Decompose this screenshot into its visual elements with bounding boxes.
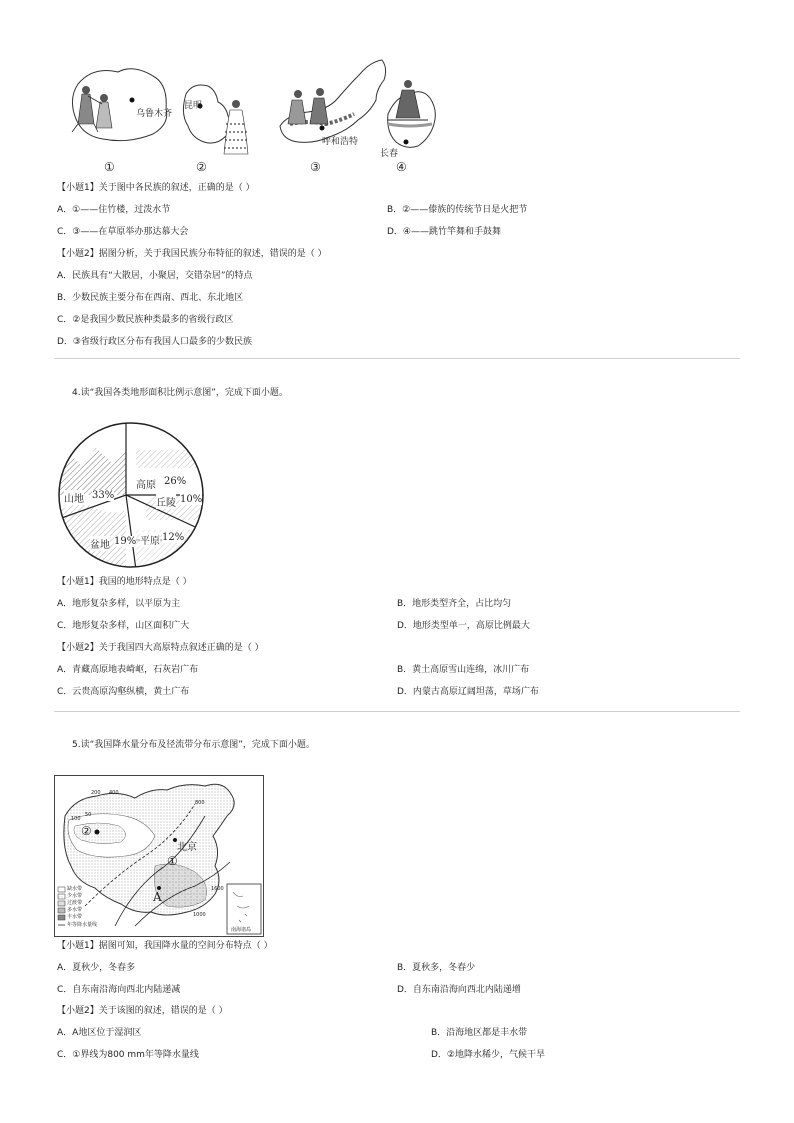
isohyet-label-50: 50 — [85, 812, 92, 818]
pie-label-basin: 盆地 — [90, 536, 110, 551]
q5-precip-map — [54, 775, 264, 937]
pie-label-plateau: 高原 — [136, 476, 156, 491]
pie-value-hill: 10% — [180, 494, 203, 505]
legend-item-4: 多水带 — [67, 907, 83, 913]
pie-value-plateau: 26% — [164, 476, 187, 487]
q3-sub2-option-c[interactable]: C．②是我国少数民族种类最多的省级行政区 — [57, 315, 234, 325]
map-jilin — [388, 80, 436, 147]
map-label-kunming: 昆明 — [184, 101, 203, 111]
map-inner-mongolia — [280, 60, 386, 142]
q4-terrain-pie — [56, 420, 206, 570]
isohyet-label-800: 800 — [195, 800, 205, 806]
q5-sub1-option-b[interactable]: B．夏秋多，冬春少 — [397, 963, 476, 973]
q4-sub1-option-d[interactable]: D．地形类型单一，高原比例最大 — [397, 621, 530, 631]
q3-sub2-option-a[interactable]: A．民族具有“大散居，小聚居，交错杂居”的特点 — [57, 271, 253, 281]
map-point-1: ① — [167, 854, 178, 868]
legend-item-1: 缺水带 — [67, 886, 83, 892]
isohyet-label-1600: 1600 — [211, 886, 224, 892]
q4-sub1-option-c[interactable]: C．地形复杂多样，山区面积广大 — [57, 621, 190, 631]
pie-value-plain: 12% — [162, 532, 185, 543]
q5-sub2-option-b[interactable]: B．沿海地区都是丰水带 — [431, 1028, 528, 1038]
pie-label-mountain: 山地 — [64, 490, 84, 505]
map-point-2: ② — [81, 824, 92, 838]
q3-sub1-stem: 【小题1】关于图中各民族的叙述，正确的是（ ） — [57, 183, 255, 193]
isohyet-label-200: 200 — [91, 790, 101, 796]
map-point-a: A — [153, 890, 162, 904]
legend-item-3: 过渡带 — [67, 900, 83, 906]
legend-item-6: 年等降水量线 — [67, 922, 98, 928]
map-label-changchun: 长春 — [380, 149, 399, 159]
q3-sub2-option-b[interactable]: B．少数民族主要分布在西南、西北、东北地区 — [57, 293, 244, 303]
map-yunnan — [183, 85, 248, 154]
q5-title: 5.读“我国降水量分布及径流带分布示意图”，完成下面小题。 — [72, 740, 315, 750]
legend-item-2: 少水带 — [67, 893, 83, 899]
pie-value-mountain: 33% — [92, 490, 115, 501]
q4-sub2-option-b[interactable]: B．黄土高原雪山连绵，冰川广布 — [397, 665, 530, 675]
q3-sub1-option-a[interactable]: A．①——住竹楼，过泼水节 — [57, 205, 171, 215]
divider — [54, 711, 740, 712]
q3-sub2-option-d[interactable]: D．③省级行政区分布有我国人口最多的少数民族 — [57, 337, 252, 347]
map-label-hohhot: 呼和浩特 — [322, 137, 359, 147]
q3-sub1-option-b[interactable]: B．②——傣族的传统节日是火把节 — [387, 205, 528, 215]
q3-figure — [58, 54, 438, 174]
map-caption-1: ① — [104, 160, 115, 174]
map-label-beijing: 北京 — [177, 842, 197, 853]
q4-title: 4.读“我国各类地形面积比例示意图”，完成下面小题。 — [72, 388, 288, 398]
pie-label-plain: 平原 — [140, 532, 160, 547]
map-xinjiang — [72, 69, 167, 141]
q4-sub1-stem: 【小题1】我国的地形特点是（ ） — [57, 577, 192, 587]
divider — [54, 358, 740, 359]
q4-sub2-option-c[interactable]: C．云贵高原沟壑纵横，黄土广布 — [57, 687, 190, 697]
isohyet-label-100: 100 — [71, 816, 81, 822]
map-caption-2: ② — [196, 160, 207, 174]
q4-sub2-option-d[interactable]: D．内蒙古高原辽阔坦荡，草场广布 — [397, 687, 539, 697]
q5-sub1-option-d[interactable]: D．自东南沿海向西北内陆递增 — [397, 985, 521, 995]
q5-sub1-option-c[interactable]: C．自东南沿海向西北内陆递减 — [57, 985, 181, 995]
legend-item-5: 丰水带 — [67, 914, 83, 920]
pie-value-basin: 19% — [114, 536, 137, 547]
q3-sub1-option-c[interactable]: C．③——在草原举办那达慕大会 — [57, 227, 189, 237]
q4-sub1-option-a[interactable]: A．地形复杂多样，以平原为主 — [57, 599, 181, 609]
q4-sub1-option-b[interactable]: B．地形类型齐全，占比均匀 — [397, 599, 512, 609]
q4-sub2-stem: 【小题2】关于我国四大高原特点叙述正确的是（ ） — [57, 643, 264, 653]
q5-sub2-option-c[interactable]: C．①界线为800 mm年等降水量线 — [57, 1050, 199, 1060]
q5-sub1-option-a[interactable]: A．夏秋少，冬春多 — [57, 963, 136, 973]
q5-sub1-stem: 【小题1】据图可知，我国降水量的空间分布特点（ ） — [57, 941, 273, 951]
q3-sub1-option-d[interactable]: D．④——跳竹竿舞和手鼓舞 — [387, 227, 501, 237]
map-label-urumqi: 乌鲁木齐 — [136, 109, 173, 119]
map-caption-3: ③ — [310, 160, 321, 174]
isohyet-label-1000: 1000 — [193, 912, 206, 918]
q5-sub2-option-d[interactable]: D．②地降水稀少，气候干旱 — [431, 1050, 545, 1060]
q4-sub2-option-a[interactable]: A．青藏高原地表崎岖，石灰岩广布 — [57, 665, 199, 675]
precip-map-svg — [55, 776, 263, 936]
q5-sub2-option-a[interactable]: A．A地区位于湿润区 — [57, 1028, 142, 1038]
pie-label-hill: 丘陵 — [156, 494, 176, 509]
map-caption-4: ④ — [396, 160, 407, 174]
inset-label: 南海诸岛 — [231, 927, 252, 933]
isohyet-label-400: 400 — [109, 790, 119, 796]
q5-sub2-stem: 【小题2】关于该图的叙述，错误的是（ ） — [57, 1006, 228, 1016]
q3-sub2-stem: 【小题2】据图分析，关于我国民族分布特征的叙述，错误的是（ ） — [57, 249, 327, 259]
